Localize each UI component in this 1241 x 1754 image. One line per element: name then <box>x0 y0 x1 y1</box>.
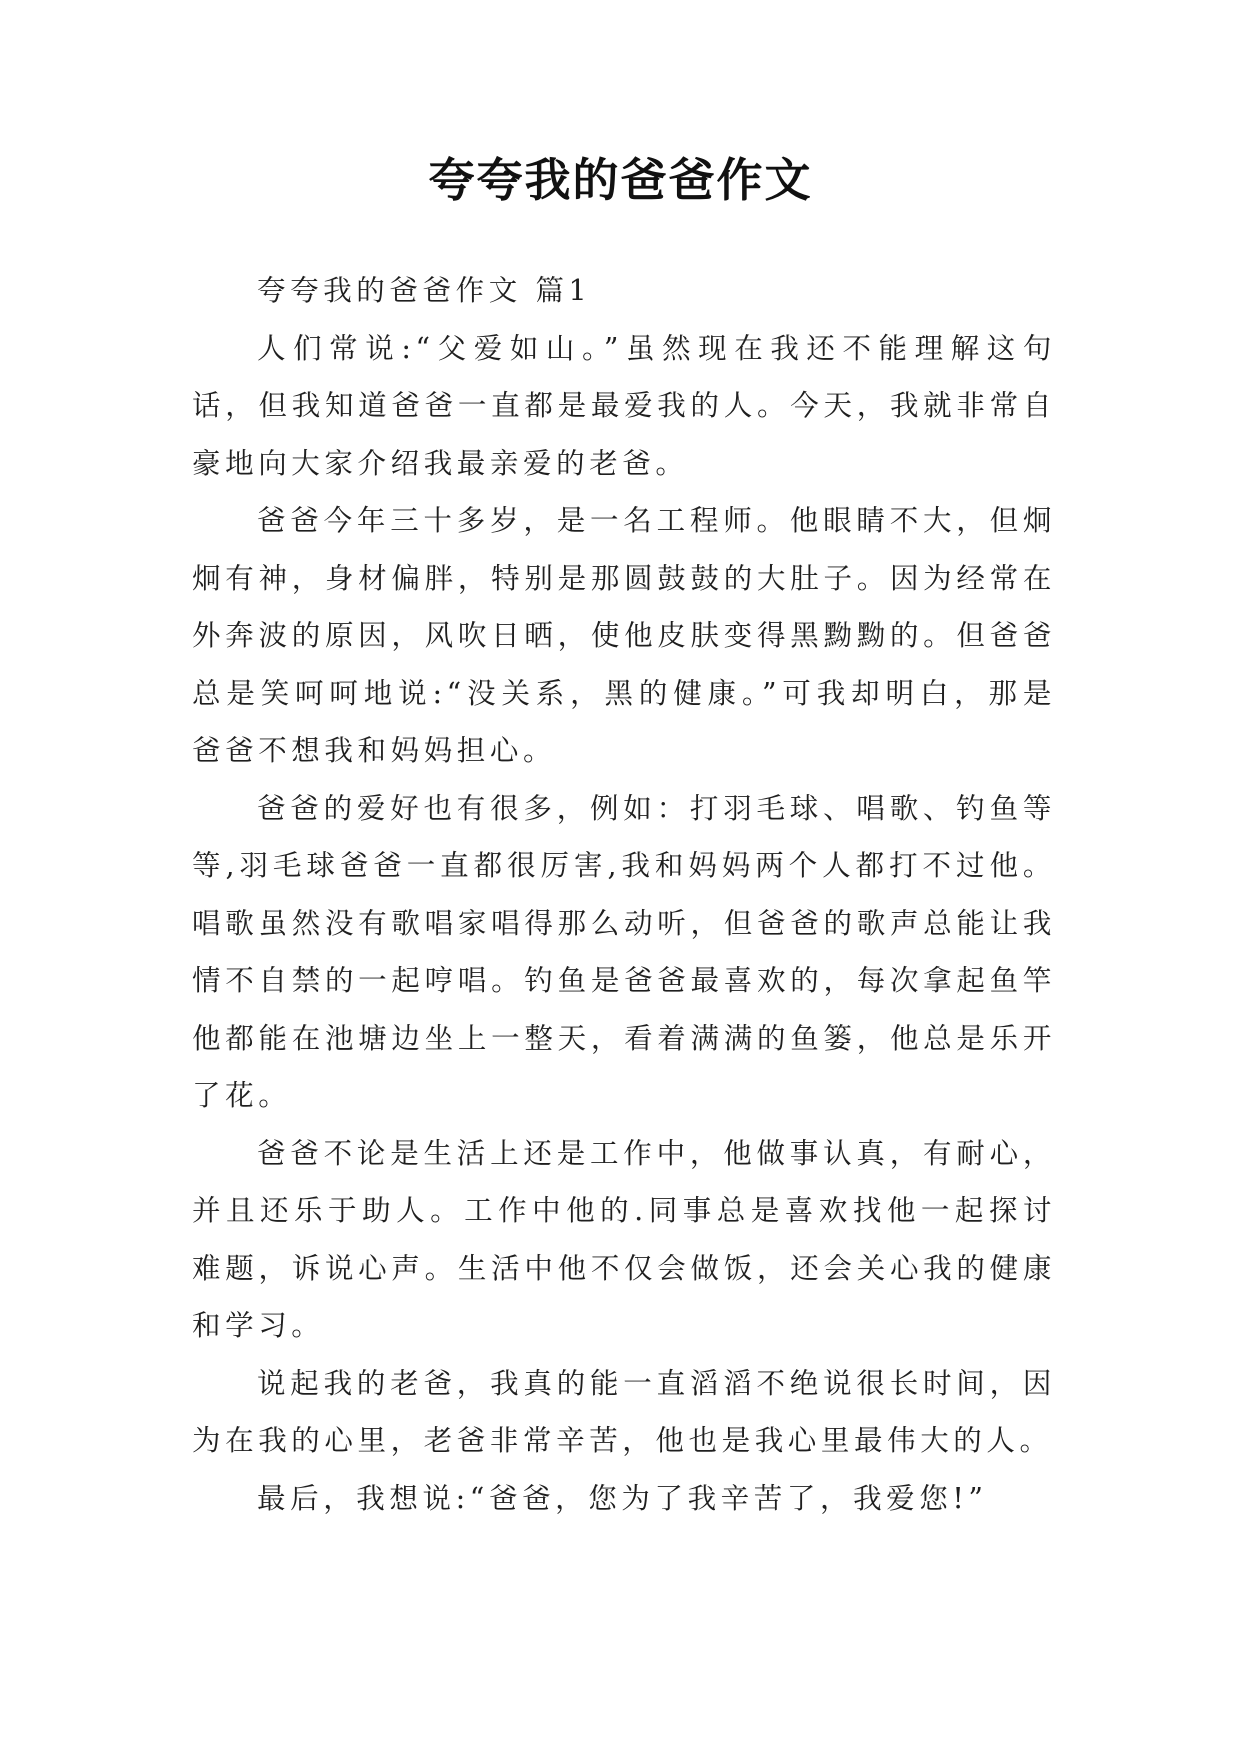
document-body <box>192 262 1056 1527</box>
paragraph: 人们常说:“父爱如山。”虽然现在我还不能理解这句话，但我知道爸爸一直都是最爱我的人。今天，我就非常自豪地向大家介绍我最亲爱的老爸。 <box>192 331 1056 480</box>
paragraph: 爸爸不论是生活上还是工作中，他做事认真，有耐心，并且还乐于助人。工作中他的.同事总是喜欢找他一起探讨难题，诉说心声。生活中他不仅会做饭，还会关心我的健康和学习。 <box>192 1136 1056 1342</box>
section-heading: 夸夸我的爸爸作文 篇1 <box>257 274 592 307</box>
document-title: 夸夸我的爸爸作文 <box>428 153 813 207</box>
paragraph: 说起我的老爸，我真的能一直滔滔不绝说很长时间，因为在我的心里，老爸非常辛苦，他也是我心里最伟大的人。 <box>192 1366 1056 1457</box>
paragraph: 爸爸今年三十多岁，是一名工程师。他眼睛不大，但炯炯有神，身材偏胖，特别是那圆鼓鼓的大肚子。因为经常在外奔波的原因，风吹日晒，使他皮肤变得黑黝黝的。但爸爸总是笑呵呵地说:“没关系，黑的健康。”可我却明白，那是爸爸不想我和妈妈担心。 <box>192 504 1056 767</box>
paragraph: 爸爸的爱好也有很多，例如：打羽毛球、唱歌、钓鱼等等,羽毛球爸爸一直都很厉害,我和妈妈两个人都打不过他。唱歌虽然没有歌唱家唱得那么动听，但爸爸的歌声总能让我情不自禁的一起哼唱。钓鱼是爸爸最喜欢的，每次拿起鱼竿他都能在池塘边坐上一整天，看着满满的鱼篓，他总是乐开了花。 <box>192 791 1056 1112</box>
paragraph: 最后，我想说:“爸爸，您为了我辛苦了，我爱您!” <box>257 1481 988 1515</box>
